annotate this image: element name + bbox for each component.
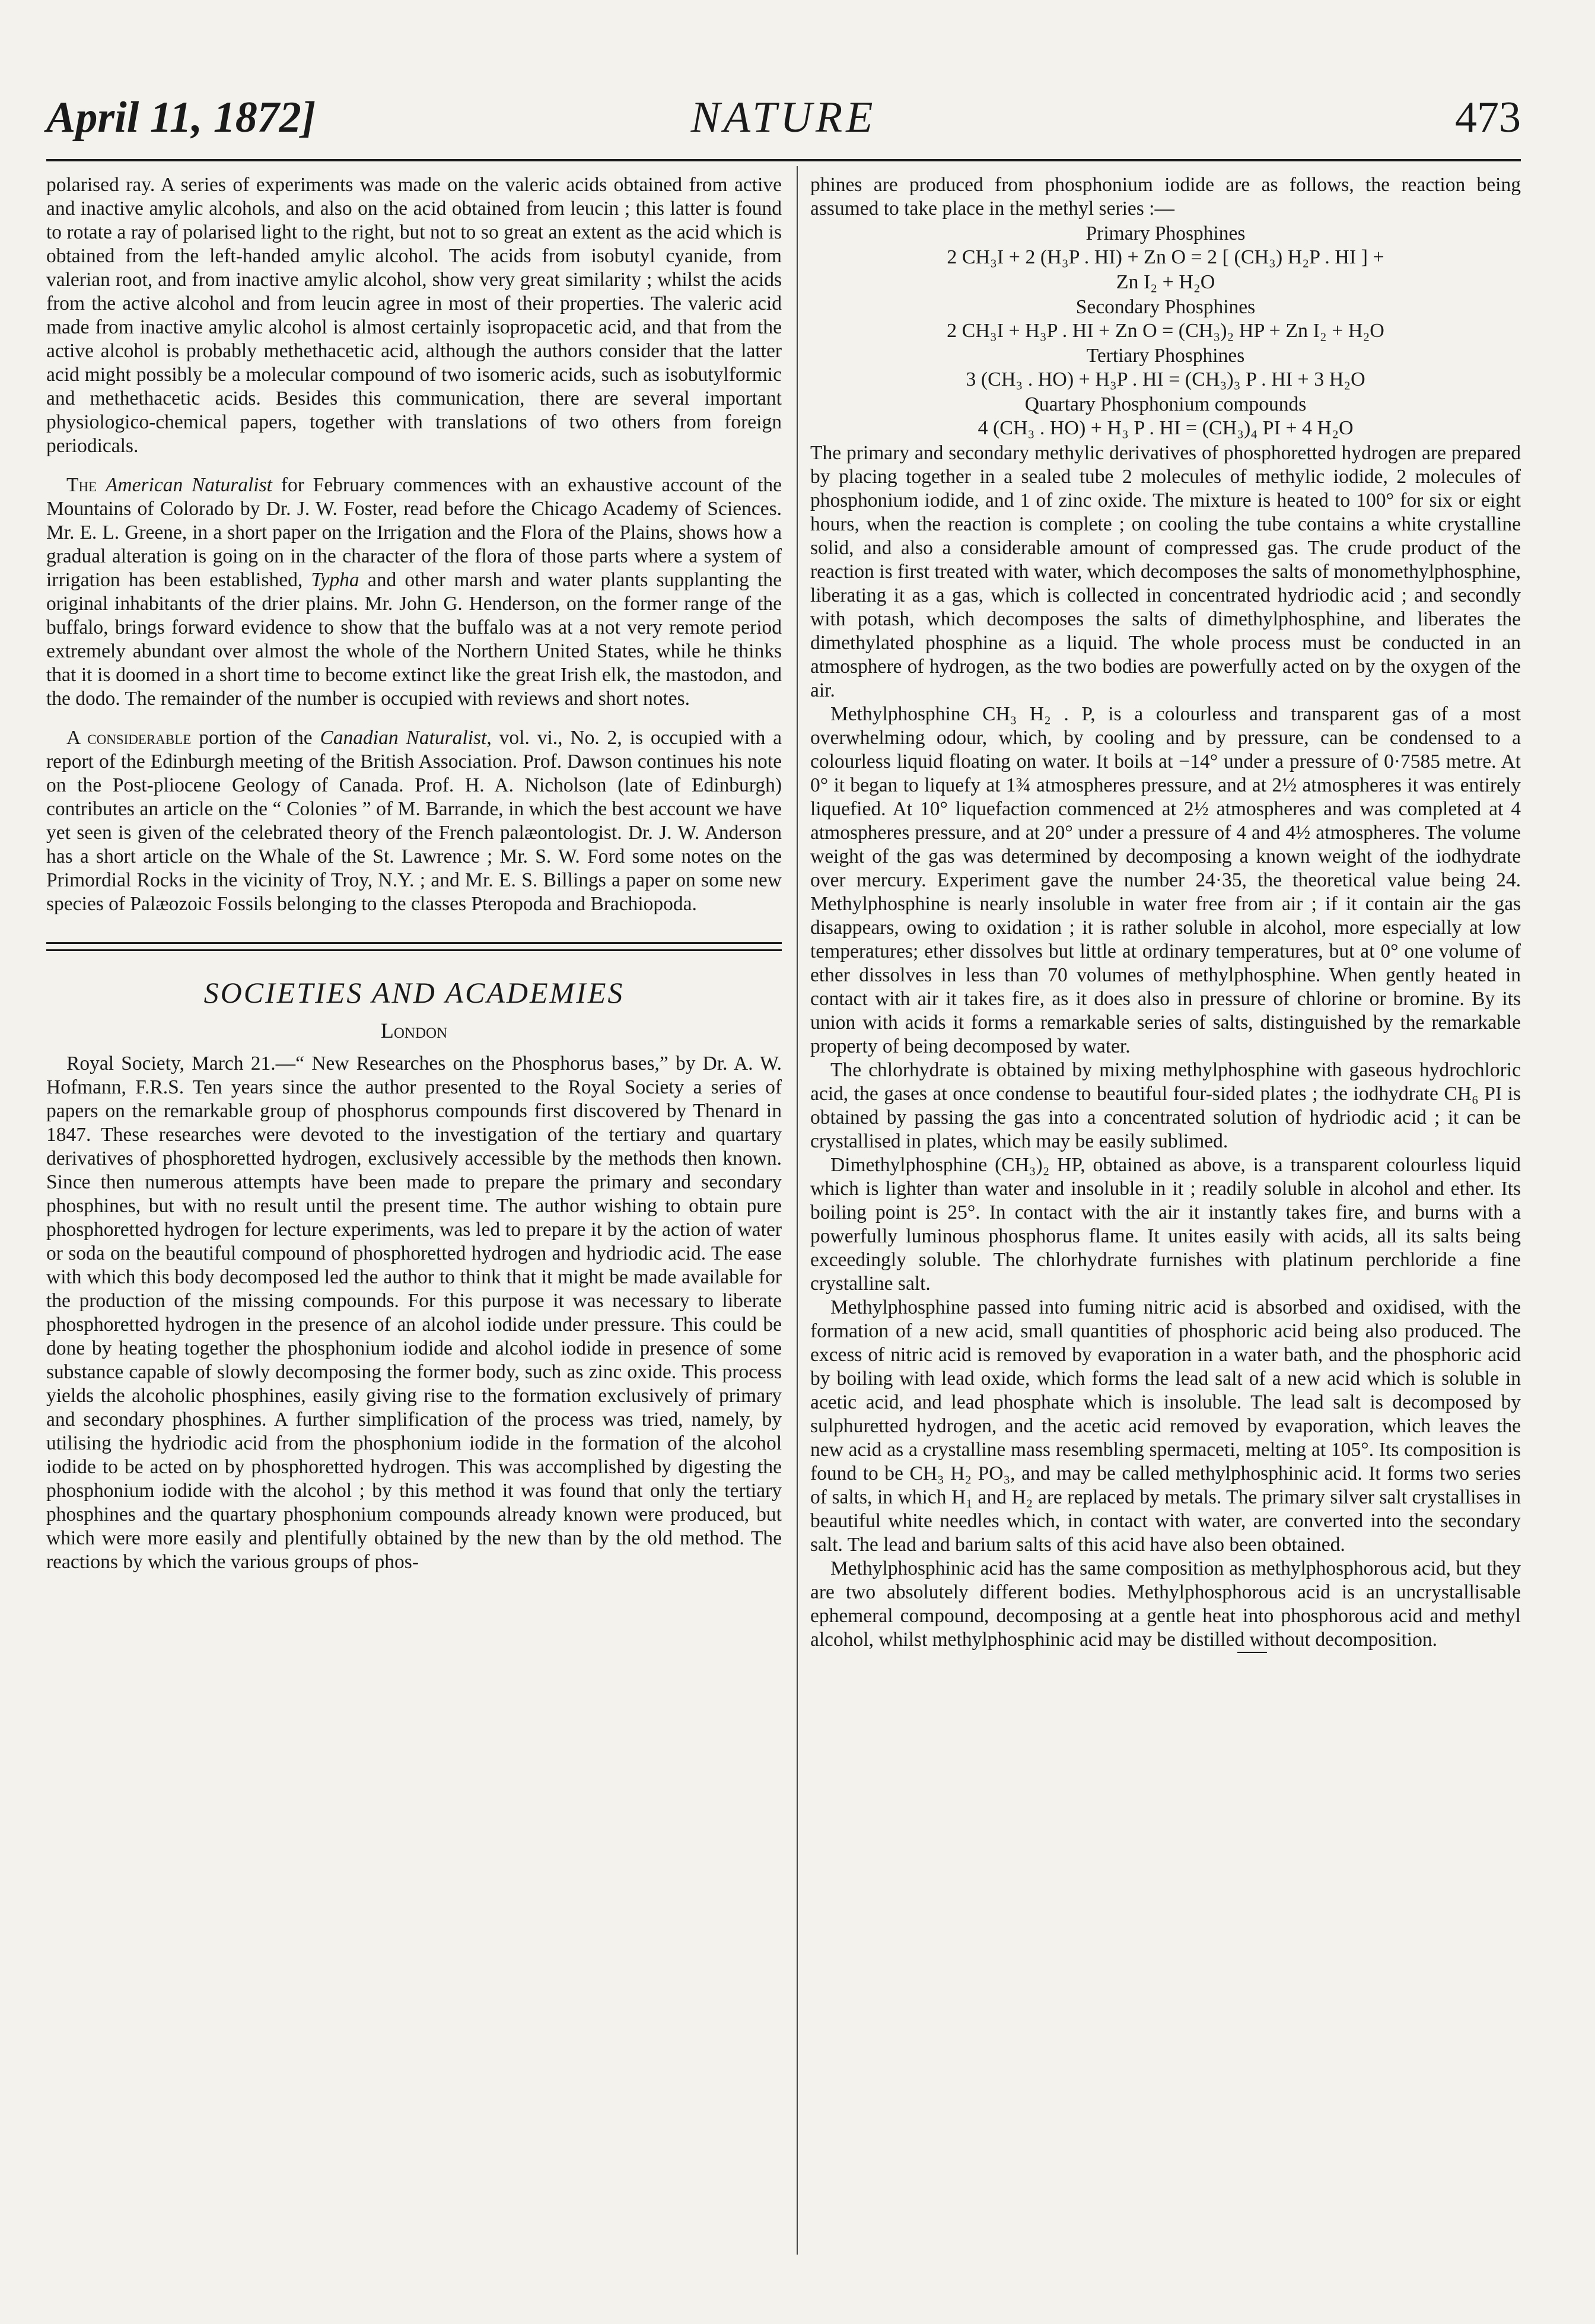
lead-word: A considerable <box>66 727 192 749</box>
paragraph-chlorhydrate: The chlorhydrate is obtained by mixing methylphosphine with gaseous hydrochloric acid, the gases at once condense to beautiful four-sided plates ; the iodhydrate CH₆ PI is obtained by passing the gas into a concentrated solution of hydriodic acid ; it can be crystallised in plates, which may be easily sublimed. <box>810 1059 1521 1152</box>
section-rule <box>46 942 782 951</box>
page-number: 473 <box>1455 93 1521 142</box>
equation-heading-tertiary: Tertiary Phosphines <box>1086 345 1245 367</box>
equation-heading-primary: Primary Phosphines <box>1085 222 1246 244</box>
page-header <box>46 89 1521 154</box>
journal-title: NATURE <box>690 93 877 142</box>
paragraph-text: portion of the <box>191 727 320 749</box>
paragraph-intro: phines are produced from phosphonium iodide are as follows, the reaction being assumed to take place in the methyl series :— <box>810 174 1521 220</box>
column-divider <box>797 166 798 2255</box>
header-date: April 11, 1872] <box>46 93 316 142</box>
section-subtitle: London <box>380 1019 448 1042</box>
left-column <box>46 173 782 1574</box>
journal-name: Canadian Naturalist, <box>320 727 492 749</box>
paragraph-american-naturalist <box>46 473 782 711</box>
paragraph-canadian-naturalist <box>46 726 782 916</box>
paragraph-text: for February commences with an exhaustive account of the Mountains of Colorado by Dr. J. W. Foster, read before the Chicago Academy of Sciences. Mr. E. L. Greene, in a short paper on the Irrigation and the Flora of the Plains, shows how a gradual alteration is going on in the character of the flora of those parts where a system of irrigation has been established, <box>46 474 782 591</box>
equation-primary-line1: 2 CH₃I + 2 (H₃P . HI) + Zn O = 2 [ (CH₃) H₂P . HI ] + <box>947 246 1384 268</box>
equation-heading-secondary: Secondary Phosphines <box>1075 296 1256 318</box>
header-rule <box>46 159 1521 161</box>
paragraph-methylphosphine: Methylphosphine CH₃ H₂ . P, is a colourless and transparent gas of a most overwhelming odour, which, by cooling and by pressure, can be condensed to a colourless liquid floating on water. It boils at −14° under a pressure of 0·7585 metre. At 0° it began to liquefy at 1¾ atmospheres pressure, and at 2½ atmospheres it was entirely liquefied. At 10° liquefaction commenced at 2½ atmospheres and was completed at 4 atmospheres pressure, and at 20° under a pressure of 4 and 4½ atmospheres. The volume weight of the gas was determined by decomposing a known weight of the iodhydrate over mercury. Experiment gave the number 24·35, the theoretical value being 24. Methylphosphine is nearly insoluble in water free from air ; if it contain air the gas disappears, owing to oxidation ; it is rather soluble in alcohol, more especially at low temperatures; ether dissolves but little at ordinary temperatures, but at 0° one volume of ether dissolves in less than 70 volumes of methylphosphine. When gently heated in contact with air it takes fire, as it does also in pressure of chlorine or bromine. By its union with acids it forms a remarkable series of salts, distinguished by the remarkable property of being decomposed by water. <box>810 703 1521 1057</box>
paragraph-methylphosphinic-acid: Methylphosphinic acid has the same composition as methylphosphorous acid, but they are two absolutely different bodies. Methylphosphorous acid is an uncrystallisable ephemeral compound, decomposing at a gentle heat into phosphorous acid and methyl alcohol, whilst methylphosphinic acid may be distilled without decomposition. <box>810 1557 1521 1651</box>
journal-name: American Naturalist <box>105 474 272 496</box>
paragraph-dimethylphosphine: Dimethylphosphine (CH₃)₂ HP, obtained as above, is a transparent colourless liquid which is lighter than water and insoluble in it ; readily soluble in alcohol and ether. Its boiling point is 25°. In contact with the air it instantly takes fire, and burns with a powerfully luminous phosphorus flame. It unites easily with acids, all its salts being exceedingly soluble. The chlorhydrate furnishes with platinum perchloride a fine crystalline salt. <box>810 1154 1521 1295</box>
section-title: SOCIETIES AND ACADEMIES <box>203 976 625 1009</box>
paragraph-preparation: The primary and secondary methylic derivatives of phosphoretted hydrogen are prepared by placing together in a sealed tube 2 molecules of methylic iodide, 2 molecules of phosphonium iodide, and 1 of zinc oxide. The mixture is heated to 100° for six or eight hours, when the reaction is complete ; on cooling the tube contains a white crystalline solid, and also a considerable amount of compressed gas. The crude product of the reaction is first treated with water, which decomposes the salts of monomethylphosphine, liberating it as a gas, which is collected in concentrated hydriodic acid ; and secondly with potash, which decomposes the salts of dimethylphosphine, and liberates the dimethylated phosphine as a liquid. The whole process must be conducted in an atmosphere of hydrogen, as the two bodies are powerfully acted on by the oxygen of the air. <box>810 442 1521 701</box>
right-column <box>810 173 1521 1653</box>
equation-secondary: 2 CH₃I + H₃P . HI + Zn O = (CH₃)₂ HP + Zn I₂ + H₂O <box>947 320 1384 342</box>
equation-tertiary: 3 (CH₃ . HO) + H₃P . HI = (CH₃)₃ P . HI + 3 H₂O <box>966 368 1365 390</box>
equation-primary-line2: Zn I₂ + H₂O <box>1116 271 1215 293</box>
paragraph-valeric-acids: polarised ray. A series of experiments was made on the valeric acids obtained from active and inactive amylic alcohols, and also on the acid obtained from leucin ; this latter is found to rotate a ray of polarised light to the right, but not to so great an extent as the acid which is obtained from the left-handed amylic alcohol. The acids from isobutyl cyanide, from valerian root, and from inactive amylic alcohol, show very great similarity ; whilst the acids from the active alcohol and from leucin agree in most of their properties. The valeric acid made from inactive amylic alcohol is almost certainly isopropacetic acid, and that from the active alcohol is probably methethacetic acid, although the authors consider that the latter acid might possibly be a molecular compound of two isomeric acids, such as isobutylformic and methethacetic acids. Besides this communication, there are several important physiologico-chemical papers, together with translations of two others from foreign periodicals. <box>46 174 782 457</box>
lead-word: The <box>66 474 97 496</box>
paragraph-text: and other marsh and water plants supplanting the original inhabitants of the drier plains. Mr. John G. Henderson, on the former range of the buffalo, brings forward evidence to show that the buffalo was at a not very remote period extremely abundant over almost the whole of the Northern United States, while he thinks that it is doomed in a short time to become extinct like the great Irish elk, the mastodon, and the dodo. The remainder of the number is occupied with reviews and short notes. <box>46 569 782 710</box>
equation-heading-quartary: Quartary Phosphonium compounds <box>1024 393 1307 415</box>
paragraph-oxidation: Methylphosphine passed into fuming nitric acid is absorbed and oxidised, with the formation of a new acid, small quantities of phosphoric acid being also produced. The excess of nitric acid is removed by evaporation in a water bath, and the phosphoric acid by boiling with lead oxide, which forms the lead salt of a new acid which is soluble in acetic acid, and lead phosphate which is insoluble. The lead salt is decomposed by sulphuretted hydrogen, and the acetic acid removed by evaporation, which leaves the new acid as a crystalline mass resembling spermaceti, melting at 105°. Its composition is found to be CH₃ H₂ PO₃, and may be called methylphosphinic acid. It forms two series of salts, in which H₁ and H₂ are replaced by metals. The primary silver salt crystallises in beautiful white needles which, in contact with water, are converted into the secondary salt. The lead and barium salts of this acid have also been obtained. <box>810 1296 1521 1556</box>
end-dash <box>1237 1652 1267 1653</box>
genus-name: Typha <box>311 569 359 591</box>
equation-quartary: 4 (CH₃ . HO) + H₃ P . HI = (CH₃)₄ PI + 4 H₂O <box>978 417 1354 439</box>
paragraph-royal-society: Royal Society, March 21.—“ New Researches on the Phosphorus bases,” by Dr. A. W. Hofmann, F.R.S. Ten years since the author presented to the Royal Society a series of papers on the remarkable group of phosphorus compounds first discovered by Thenard in 1847. These researches were devoted to the investigation of the tertiary and quartary derivatives of phosphoretted hydrogen, exclusively accessible by the methods then known. Since then numerous attempts have been made to prepare the primary and secondary phosphines, but with no result until the present time. The author wishing to obtain pure phosphoretted hydrogen for lecture experiments, was led to prepare it by the action of water or soda on the beautiful compound of phosphoretted hydrogen and hydriodic acid. The ease with which this body decomposed led the author to think that it might be made available for the production of the missing compounds. For this purpose it was necessary to liberate phosphoretted hydrogen in the presence of an alcohol iodide under pressure. This could be done by heating together the phosphonium iodide and alcohol iodide in presence of some substance capable of slowly decomposing the former body, such as zinc oxide. This process yields the alcoholic phosphines, easily giving rise to the formation exclusively of primary and secondary phosphines. A further simplification of the process was tried, namely, by utilising the hydriodic acid from the phosphonium iodide in the formation of the alcohol iodide to be acted on by phosphoretted hydrogen. This was accomplished by digesting the phosphonium iodide with the alcohol ; by this method it was found that only the tertiary phosphines and the quartary phosphonium compounds already known were produced, but which were more easily and plentifully obtained by the new than by the old method. The reactions by which the various groups of phos- <box>46 1053 782 1573</box>
paragraph-text: vol. vi., No. 2, is occupied with a report of the Edinburgh meeting of the British Association. Prof. Dawson continues his note on the Post-pliocene Geology of Canada. Prof. H. A. Nicholson (late of Edinburgh) contributes an article on the “ Colonies ” of M. Barrande, in which the best account we have yet seen is given of the celebrated theory of the French palæontologist. Dr. J. W. Anderson has a short article on the Whale of the St. Lawrence ; Mr. S. W. Ford some notes on the Primordial Rocks in the vicinity of Troy, N.Y. ; and Mr. E. S. Billings a paper on some new species of Palæozoic Fossils belonging to the classes Pteropoda and Brachiopoda. <box>46 727 782 915</box>
